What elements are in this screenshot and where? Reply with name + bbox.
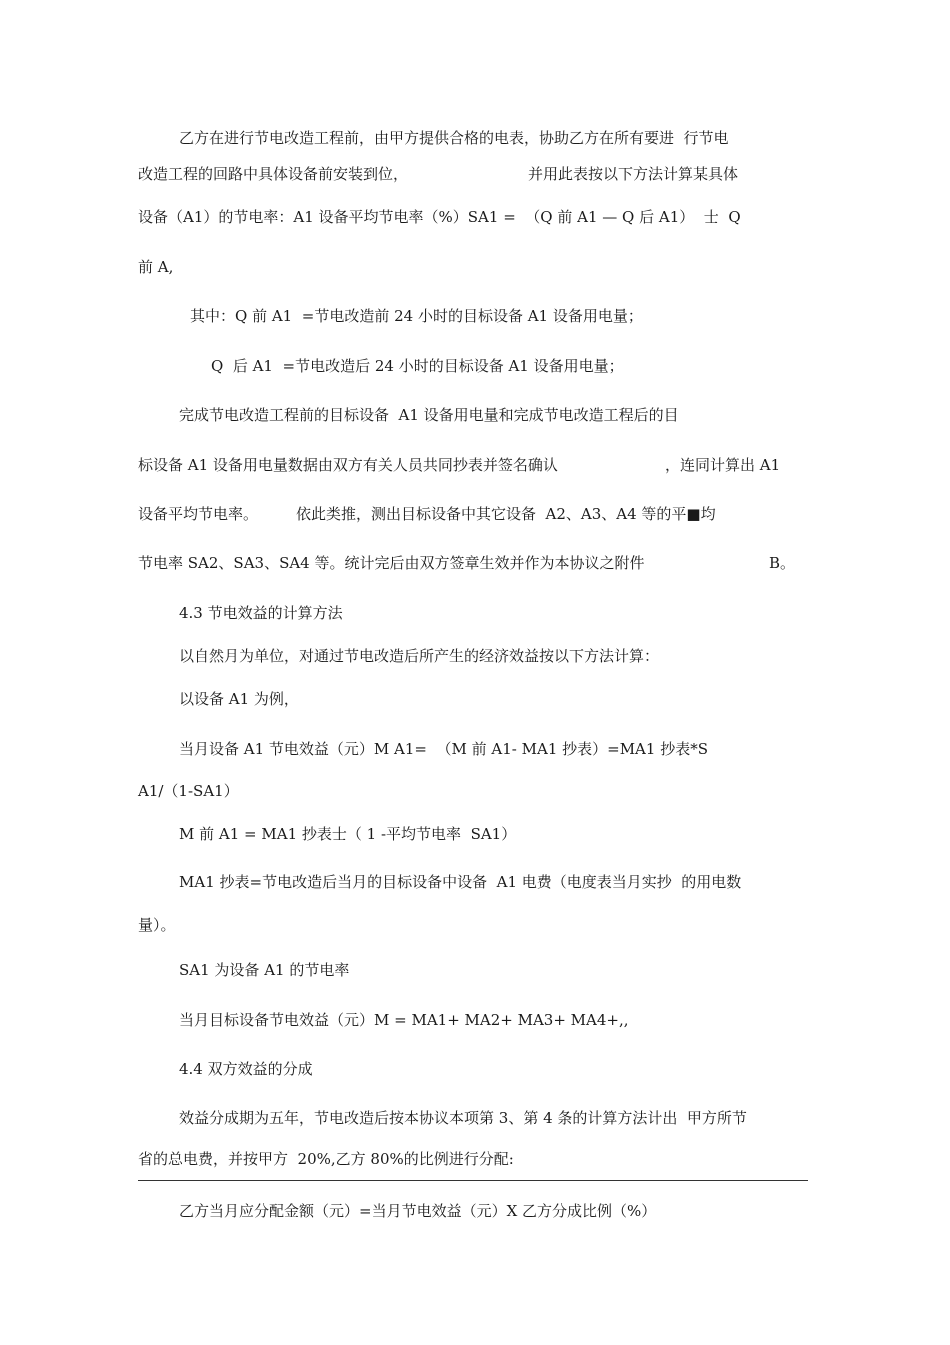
section-heading: 4.4 双方效益的分成 (179, 1060, 313, 1078)
text-line: 当月目标设备节电效益（元）M = MA1+ MA2+ MA3+ MA4+,, (179, 1011, 629, 1029)
text-line: 设备平均节电率。 (138, 505, 259, 523)
text-line: B。 (769, 554, 796, 572)
text-line: M 前 A1 = MA1 抄表士（ 1 -平均节电率 SA1） (179, 825, 517, 843)
text-line: 效益分成期为五年，节电改造后按本协议本项第 3、第 4 条的计算方法计出 甲方所节 (179, 1109, 747, 1127)
text-line: 设备（A1）的节电率：A1 设备平均节电率（%）SA1 = （Q 前 A1 — Q 后 A1） 士 Q (138, 208, 741, 226)
text-line: 量）。 (138, 916, 176, 934)
text-line: ，连同计算出 A1 (665, 456, 781, 474)
text-line: A1/（1-SA1） (138, 782, 239, 800)
text-line: 乙方当月应分配金额（元）=当月节电效益（元）X 乙方分成比例（%） (179, 1202, 657, 1220)
text-line: 省的总电费，并按甲方 20%,乙方 80%的比例进行分配: (138, 1150, 514, 1168)
text-line: 当月设备 A1 节电效益（元）M A1= （M 前 A1- MA1 抄表）=MA1 抄表*S (179, 740, 708, 758)
text-line: 乙方在进行节电改造工程前，由甲方提供合格的电表，协助乙方在所有要进 行节电 (179, 129, 729, 147)
text-line: 前 A, (138, 258, 174, 276)
text-line: 节电率 SA2、SA3、SA4 等。统计完后由双方签章生效并作为本协议之附件 (138, 554, 645, 572)
text-line: 并用此表按以下方法计算某具体 (528, 165, 739, 183)
text-line: 完成节电改造工程前的目标设备 A1 设备用电量和完成节电改造工程后的目 (179, 406, 679, 424)
text-line: MA1 抄表=节电改造后当月的目标设备中设备 A1 电费（电度表当月实抄 的用电数 (179, 873, 742, 891)
text-line: SA1 为设备 A1 的节电率 (179, 961, 350, 979)
horizontal-rule (138, 1180, 808, 1181)
text-line: 其中：Q 前 A1 =节电改造前 24 小时的目标设备 A1 设备用电量； (190, 307, 643, 325)
text-line: Q 后 A1 =节电改造后 24 小时的目标设备 A1 设备用电量； (211, 357, 624, 375)
text-line: 改造工程的回路中具体设备前安装到位， (138, 165, 409, 183)
text-line: 标设备 A1 设备用电量数据由双方有关人员共同抄表并签名确认 (138, 456, 558, 474)
section-heading: 4.3 节电效益的计算方法 (179, 604, 343, 622)
text-line: 依此类推，测出目标设备中其它设备 A2、A3、A4 等的平■均 (296, 505, 716, 523)
text-line: 以自然月为单位，对通过节电改造后所产生的经济效益按以下方法计算： (179, 647, 660, 665)
text-line: 以设备 A1 为例， (179, 690, 299, 708)
